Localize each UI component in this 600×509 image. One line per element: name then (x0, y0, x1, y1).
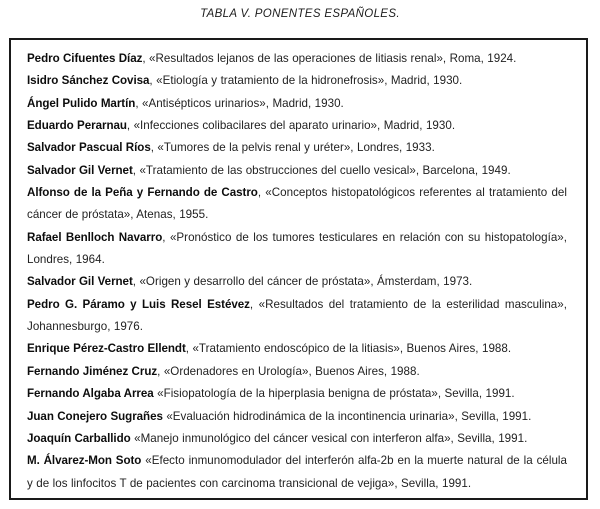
entry-author-name: Fernando Jiménez Cruz (27, 364, 158, 378)
list-item (27, 450, 567, 495)
list-item (27, 115, 567, 137)
entry-citation-text: , «Tratamiento de las obstrucciones del cuello vesical», Barcelona, 1949. (132, 163, 511, 177)
entry-author-name: Salvador Gil Vernet (27, 163, 133, 177)
entry-citation-text: «Fisiopatología de la hiperplasia benigna de próstata», Sevilla, 1991. (153, 387, 515, 401)
list-item (27, 93, 567, 115)
entry-author-name: Pedro G. Páramo y Luis Resel Estévez (27, 297, 250, 311)
entry-citation-text: , «Infecciones colibacilares del aparato urinario», Madrid, 1930. (126, 119, 456, 133)
entry-author-name: Pedro Cifuentes Díaz (27, 52, 143, 65)
entry-citation-text: , «Pronóstico de los tumores testiculares en relación con su histopatología», Londres, 1964. (27, 230, 567, 267)
entry-author-name: Ángel Pulido Martín (27, 96, 136, 110)
list-item (27, 338, 567, 360)
entry-author-name: Eduardo Perarnau (27, 119, 127, 133)
entry-citation-text: «Efecto inmunomodulador del interferón alfa-2b en la muerte natural de la célula y de los linfocitos T de pacientes con carcinoma transicional de vejiga», Sevilla, 1991. (27, 454, 567, 490)
entry-author-name: Isidro Sánchez Covisa (27, 74, 150, 88)
list-item (27, 160, 567, 182)
table-border-box (9, 38, 588, 500)
ponentes-entry-list (27, 48, 567, 495)
entry-citation-text: , «Resultados lejanos de las operaciones de litiasis renal», Roma, 1924. (142, 52, 517, 65)
list-item (27, 294, 567, 339)
list-item (27, 182, 567, 227)
entry-author-name: Fernando Algaba Arrea (27, 387, 154, 401)
entry-author-name: Salvador Pascual Ríos (27, 141, 151, 155)
entry-citation-text: «Evaluación hidrodinámica de la incontinencia urinaria», Sevilla, 1991. (162, 409, 532, 423)
list-item (27, 48, 567, 70)
entry-citation-text: , «Tumores de la pelvis renal y uréter», Londres, 1933. (150, 141, 435, 155)
entry-author-name: Alfonso de la Peña y Fernando de Castro (27, 186, 258, 200)
list-item (27, 383, 567, 405)
entry-author-name: Enrique Pérez-Castro Ellendt (27, 342, 186, 356)
entry-author-name: Juan Conejero Sugrañes (27, 409, 163, 423)
list-item (27, 428, 567, 450)
entry-citation-text: «Manejo inmunológico del cáncer vesical con interferon alfa», Sevilla, 1991. (130, 431, 528, 445)
list-item (27, 406, 567, 428)
table-caption: TABLA V. PONENTES ESPAÑOLES. (200, 8, 400, 20)
entry-author-name: M. Álvarez-Mon Soto (27, 454, 142, 468)
list-item (27, 227, 567, 272)
list-item (27, 70, 567, 92)
list-item (27, 271, 567, 293)
entry-citation-text: , «Tratamiento endoscópico de la litiasis», Buenos Aires, 1988. (185, 342, 512, 356)
entry-citation-text: , «Antisépticos urinarios», Madrid, 1930. (135, 96, 344, 110)
entry-citation-text: , «Resultados del tratamiento de la esterilidad masculina», Johannesburgo, 1976. (27, 297, 567, 334)
list-item (27, 137, 567, 159)
entry-citation-text: , «Conceptos histopatológicos referentes al tratamiento del cáncer de próstata», Atenas, 1955. (27, 186, 567, 222)
list-item (27, 361, 567, 383)
entry-citation-text: , «Origen y desarrollo del cáncer de próstata», Ámsterdam, 1973. (132, 275, 473, 289)
entry-citation-text: , «Etiología y tratamiento de la hidronefrosis», Madrid, 1930. (149, 74, 463, 88)
entry-citation-text: , «Ordenadores en Urología», Buenos Aires, 1988. (157, 364, 420, 378)
entry-author-name: Salvador Gil Vernet (27, 275, 133, 289)
entry-author-name: Rafael Benlloch Navarro (27, 230, 163, 244)
entry-author-name: Joaquín Carballido (27, 431, 131, 445)
